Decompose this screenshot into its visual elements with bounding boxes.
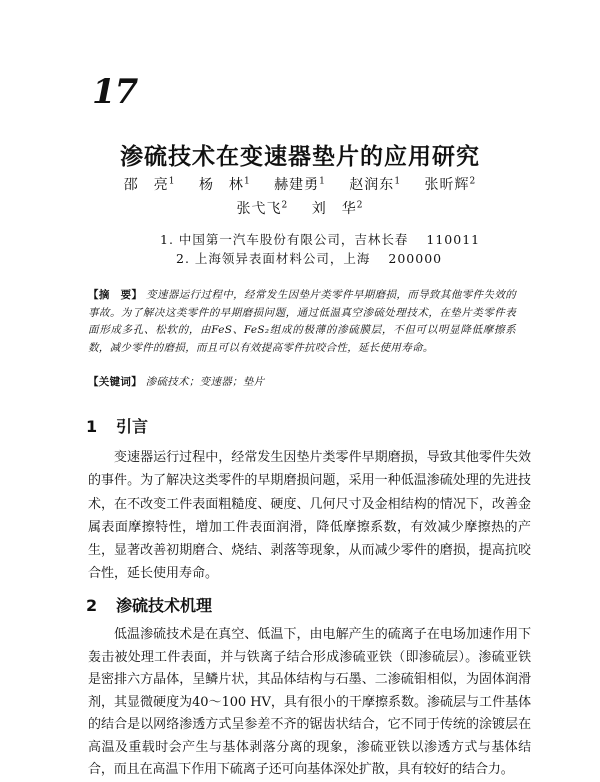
author: 张弋飞$^2$: [236, 200, 289, 217]
section-body: 变速器运行过程中，经常发生因垫片类零件早期磨损，导致其他零件失效的事件。为了解决这类零件的早期磨损问题，采用一种低温渗硫处理的先进技术，在不改变工件表面粗糙度、硬度、几何尺寸及金相结构的情况下，改善金属表面摩擦特性，增加工件表面润滑，降低摩擦系数，有效减少摩擦热的产生，显著改善初期磨合、烧结、剥落等现象，从而减少零件的磨损，提高抗咬合性，延长使用寿命。: [88, 450, 531, 582]
keywords: [88, 374, 516, 389]
author: 赵润东$^1$: [349, 176, 402, 193]
abstract-label: 【摘 要】: [88, 289, 143, 301]
abstract-text: 变速器运行过程中，经常发生因垫片类零件早期磨损，而导致其他零件失效的事故。为了解决这类零件的早期磨损问题，通过低温真空渗硫处理技术，在垫片类零件表面形成多孔、松软的，由FeS、FeS₂组成的极薄的渗硫膜层，不但可以明显降低摩擦系数，减少零件的磨损，而且可以有效提高零件抗咬合性，延长使用寿命。: [88, 289, 516, 354]
authors-line-1: [60, 174, 540, 194]
author: 邵 亮$^1$: [123, 176, 176, 193]
page-number: 17: [92, 72, 138, 112]
section-heading: 1 引言: [86, 417, 149, 436]
author: 杨 林$^1$: [198, 176, 251, 193]
affiliation-2: 2. 上海领异表面材料公司，上海 200000: [176, 251, 443, 266]
paper-title: 渗硫技术在变速器垫片的应用研究: [120, 144, 480, 170]
author: 赫建勇$^1$: [274, 176, 326, 193]
affiliation-1: 1. 中国第一汽车股份有限公司，吉林长春 110011: [160, 232, 481, 247]
keywords-label: 【关键词】: [88, 376, 142, 388]
section-heading: 2 渗硫技术机理: [86, 596, 213, 615]
authors-line-2: [60, 198, 540, 218]
keywords-text: 渗硫技术；变速器；垫片: [145, 376, 265, 388]
author: 张昕辉$^2$: [424, 176, 477, 193]
abstract: [88, 287, 516, 357]
author: 刘 华$^2$: [311, 200, 364, 217]
section-body: 低温渗硫技术是在真空、低温下，由电解产生的硫离子在电场加速作用下轰击被处理工件表面，并与铁离子结合形成渗硫亚铁（即渗硫层）。渗硫亚铁是密排六方晶体，呈鳞片状，其品体结构与石墨、二渗硫钼相似，为固体润滑剂，其显微硬度为40～100 HV，具有很小的干摩擦系数。渗硫层与工件基体的结合是以网络渗透方式呈参差不齐的锯齿状结合，它不同于传统的涂镀层在高温及重载时会产生与基体剥落分离的现象，渗硫亚铁以渗透方式与基体结合，而且在高温下作用下硫离子还可向基体深处扩散，具有较好的结合力。: [88, 627, 531, 777]
